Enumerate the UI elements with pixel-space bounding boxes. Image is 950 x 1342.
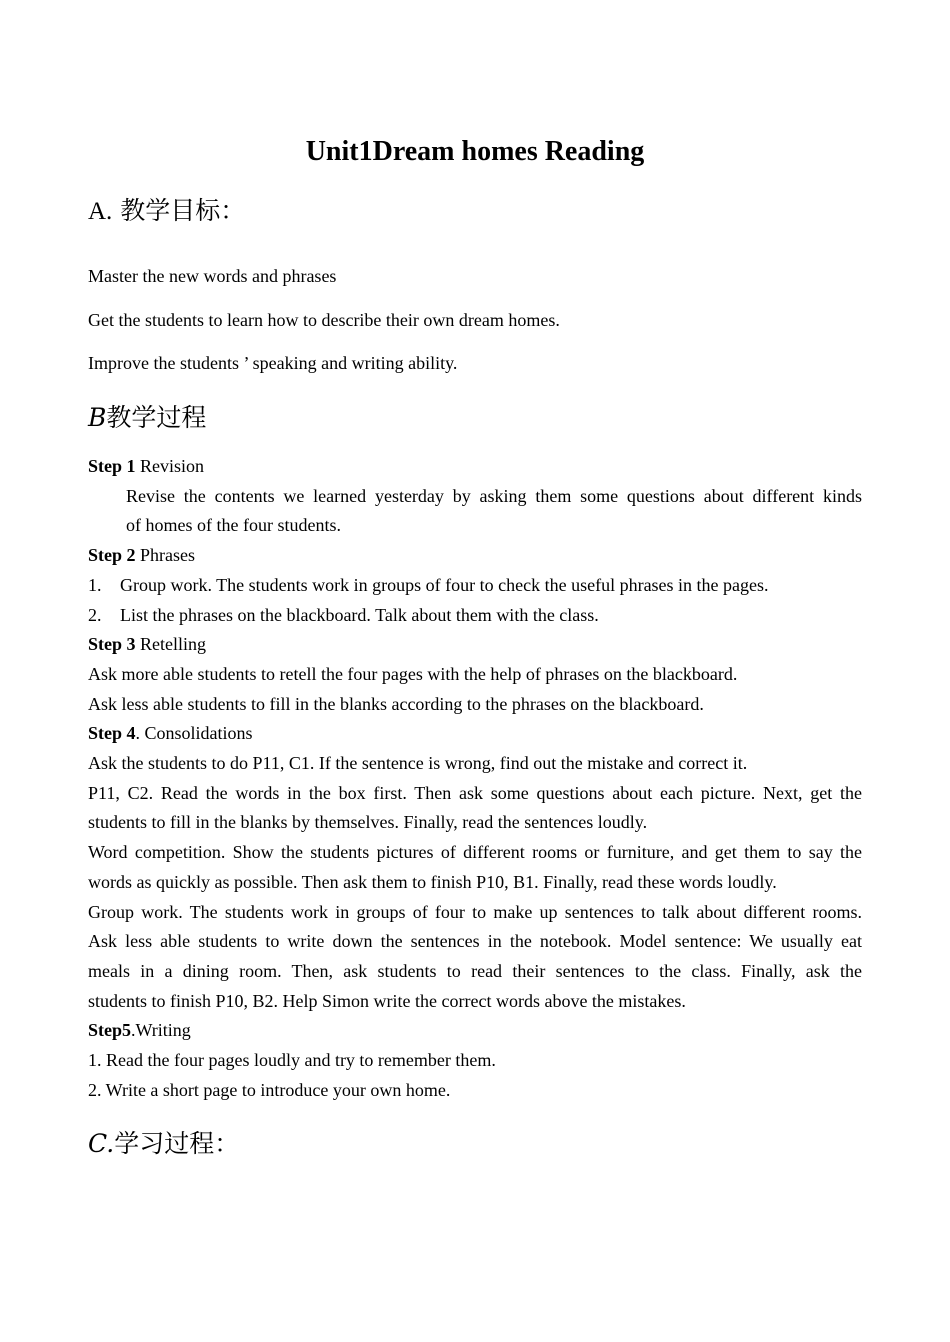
section-c-prefix: C. <box>88 1129 115 1158</box>
step-line: Group work. The students work in groups of four to make up sentences to talk about different rooms. <box>88 901 862 922</box>
step-line: Word competition. Show the students pictures of different rooms or furniture, and get them to say the <box>88 842 862 863</box>
section-b-title: 教学过程 <box>106 403 207 432</box>
step-line: Ask less able students to fill in the blanks according to the phrases on the blackboard. <box>88 693 704 714</box>
step-line: students to fill in the blanks by themselves. Finally, read the sentences loudly. <box>88 812 648 833</box>
step-label: Step 3 <box>88 634 136 655</box>
step-line: Ask the students to do P11, C1. If the sentence is wrong, find out the mistake and correct it. <box>88 753 748 774</box>
objective-item: Get the students to learn how to describe their own dream homes. <box>88 310 560 330</box>
step-label: Step 2 <box>88 545 136 566</box>
step-label: Step5 <box>88 1020 132 1041</box>
list-text: List the phrases on the blackboard. Talk about them with the class. <box>120 604 599 625</box>
step-2-heading <box>88 541 862 571</box>
objective-item: Master the new words and phrases <box>88 266 337 286</box>
step-line: Ask more able students to retell the four pages with the help of phrases on the blackboard. <box>88 663 738 684</box>
step-line: students to finish P10, B2. Help Simon write the correct words above the mistakes. <box>88 990 686 1011</box>
step-line: 1. Read the four pages loudly and try to remember them. <box>88 1050 496 1071</box>
section-c-heading <box>88 1127 239 1161</box>
step-name: . Consolidations <box>135 723 253 744</box>
objective-item: Improve the students ’ speaking and writing ability. <box>88 353 458 373</box>
step-label: Step 1 <box>88 456 136 476</box>
step-name: .Writing <box>131 1020 191 1041</box>
step-line: meals in a dining room. Then, ask students to read their sentences to the class. Finally, ask the <box>88 960 862 981</box>
section-a-title: 教学目标： <box>120 196 246 225</box>
step-5-heading <box>88 1016 862 1046</box>
page-title: Unit1Dream homes Reading <box>305 136 645 167</box>
section-b-prefix: B <box>88 403 107 432</box>
step-name: Retelling <box>135 634 207 655</box>
step-name: Phrases <box>135 545 196 566</box>
section-c-title: 学习过程： <box>114 1129 240 1158</box>
step-line: 2. Write a short page to introduce your own home. <box>88 1079 451 1100</box>
step-4-heading <box>88 719 862 749</box>
list-number: 2. <box>88 604 102 625</box>
list-item <box>88 571 862 601</box>
section-b-heading <box>88 401 206 435</box>
step-line: Revise the contents we learned yesterday by asking them some questions about different kinds <box>126 485 862 506</box>
list-text: Group work. The students work in groups of four to check the useful phrases in the pages. <box>120 574 769 595</box>
step-line: P11, C2. Read the words in the box first. Then ask some questions about each picture. Next, get the <box>88 782 862 803</box>
section-a-prefix: A. <box>88 198 113 225</box>
step-3-heading <box>88 630 862 660</box>
step-1-heading <box>88 452 862 482</box>
step-line: Ask less able students to write down the sentences in the notebook. Model sentence: We usually eat <box>88 931 862 952</box>
list-item <box>88 601 862 631</box>
step-line: words as quickly as possible. Then ask them to finish P10, B1. Finally, read these words loudly. <box>88 871 777 892</box>
step-label: Step 4 <box>88 723 136 744</box>
teaching-process <box>88 452 862 1105</box>
step-line: of homes of the four students. <box>126 515 341 536</box>
section-a-heading <box>88 194 245 229</box>
list-number: 1. <box>88 574 102 595</box>
step-name: Revision <box>135 456 205 476</box>
